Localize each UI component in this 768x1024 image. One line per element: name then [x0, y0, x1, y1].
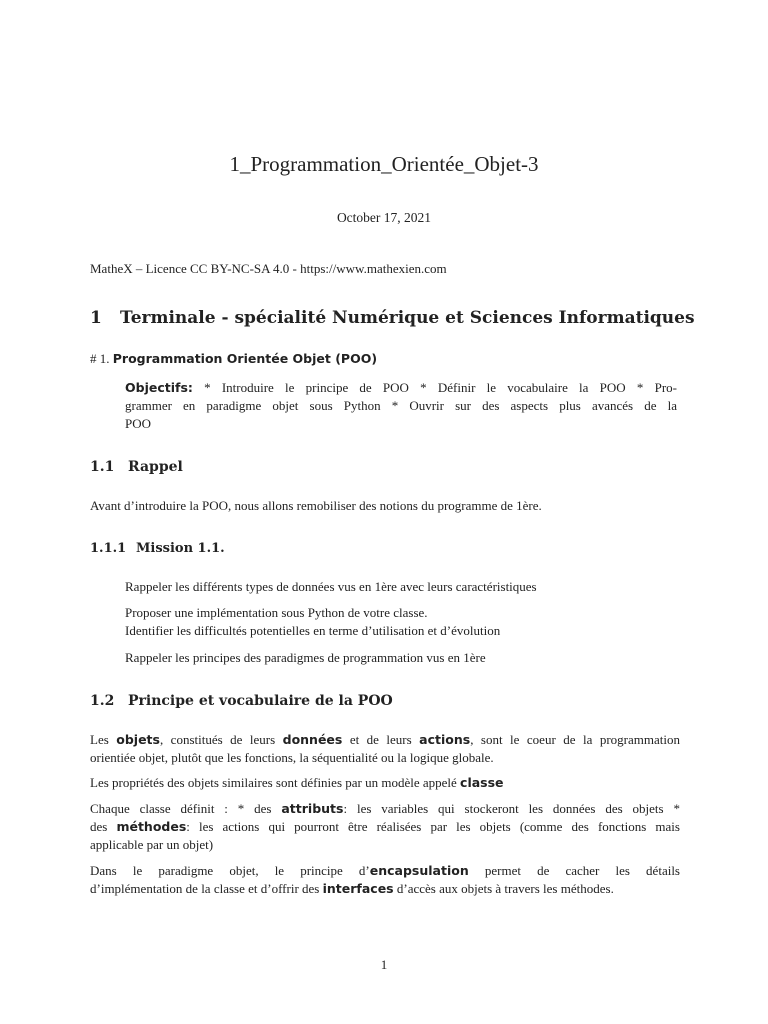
hash-title: Programmation Orientée Objet (POO)	[112, 351, 378, 366]
keyword: attributs	[281, 801, 344, 816]
text: des	[90, 819, 117, 834]
mission-item: Rappeler les principes des paradigmes de programmation vus en 1ère	[125, 650, 486, 665]
para3-line2	[90, 818, 680, 836]
text: : les variables qui stockeront les données des objets *	[343, 801, 680, 816]
keyword: données	[282, 732, 343, 747]
section-1-heading	[90, 308, 710, 328]
license-line: MatheX – Licence CC BY-NC-SA 4.0 - https://www.mathexien.com	[90, 261, 447, 276]
keyword: classe	[460, 775, 504, 790]
para1-line2: orientiée objet, plutôt que les fonctions, la séquentialité ou la logique globale.	[90, 750, 494, 765]
section-1-1-1-heading	[90, 541, 225, 556]
keyword: actions	[419, 732, 471, 747]
text: Les	[90, 732, 117, 747]
section-number: 1.1	[90, 459, 115, 475]
mission-item: Identifier les difficultés potentielles en terme d’utilisation et d’évolution	[125, 623, 501, 638]
text: , sont le coeur de la programmation	[470, 732, 680, 747]
para4-line1	[90, 862, 680, 880]
objectives-line-2: grammer en paradigme objet sous Python * Ouvrir sur des aspects plus avancés de la	[125, 398, 677, 413]
text: : les actions qui pourront être réalisées par les objets (comme des fonctions mais	[186, 819, 680, 834]
text: Dans le paradigme objet, le principe d’	[90, 863, 370, 878]
section-title: Terminale - spécialité Numérique et Sciences Informatiques	[120, 308, 695, 328]
objectives-text-1: * Introduire le principe de POO * Définir le vocabulaire la POO * Pro-	[204, 380, 677, 395]
section-title: Mission 1.1.	[136, 541, 225, 556]
text: Chaque classe définit : * des	[90, 801, 282, 816]
section-number: 1.2	[90, 693, 115, 709]
keyword: méthodes	[116, 819, 187, 834]
hash-heading	[90, 351, 377, 367]
section-title: Principe et vocabulaire de la POO	[128, 693, 393, 709]
section-number: 1	[90, 308, 102, 328]
section-number: 1.1.1	[90, 541, 127, 556]
keyword: interfaces	[322, 881, 394, 896]
text: Les propriétés des objets similaires sont définies par un modèle appelé	[90, 775, 461, 790]
objectives-line-1	[125, 379, 677, 397]
text: d’implémentation de la classe et d’offrir des	[90, 881, 323, 896]
hash-prefix: # 1.	[90, 351, 110, 366]
objectives-label: Objectifs:	[125, 380, 193, 395]
para3-line3: applicable par un objet)	[90, 837, 214, 852]
para4-line2	[90, 880, 680, 898]
rappel-text: Avant d’introduire la POO, nous allons remobiliser des notions du programme de 1ère.	[90, 498, 542, 513]
text: d’accès aux objets à travers les méthodes.	[393, 881, 614, 896]
para2	[90, 774, 680, 792]
section-title: Rappel	[128, 459, 183, 475]
para1-line1	[90, 731, 680, 749]
section-1-1-heading	[90, 459, 183, 475]
text: permet de cacher les détails	[468, 863, 680, 878]
document-date: October 17, 2021	[336, 210, 432, 225]
keyword: encapsulation	[369, 863, 469, 878]
page-number: 1	[380, 957, 388, 972]
para3-line1	[90, 800, 680, 818]
text: , constitués de leurs	[159, 732, 283, 747]
keyword: objets	[116, 732, 160, 747]
text: et de leurs	[342, 732, 420, 747]
section-1-2-heading	[90, 693, 393, 709]
document-title: 1_Programmation_Orientée_Objet-3	[229, 152, 539, 176]
objectives-line-3: POO	[125, 416, 152, 431]
mission-item: Proposer une implémentation sous Python de votre classe.	[125, 605, 428, 620]
mission-item: Rappeler les différents types de données vus en 1ère avec leurs caractéristiques	[125, 579, 537, 594]
